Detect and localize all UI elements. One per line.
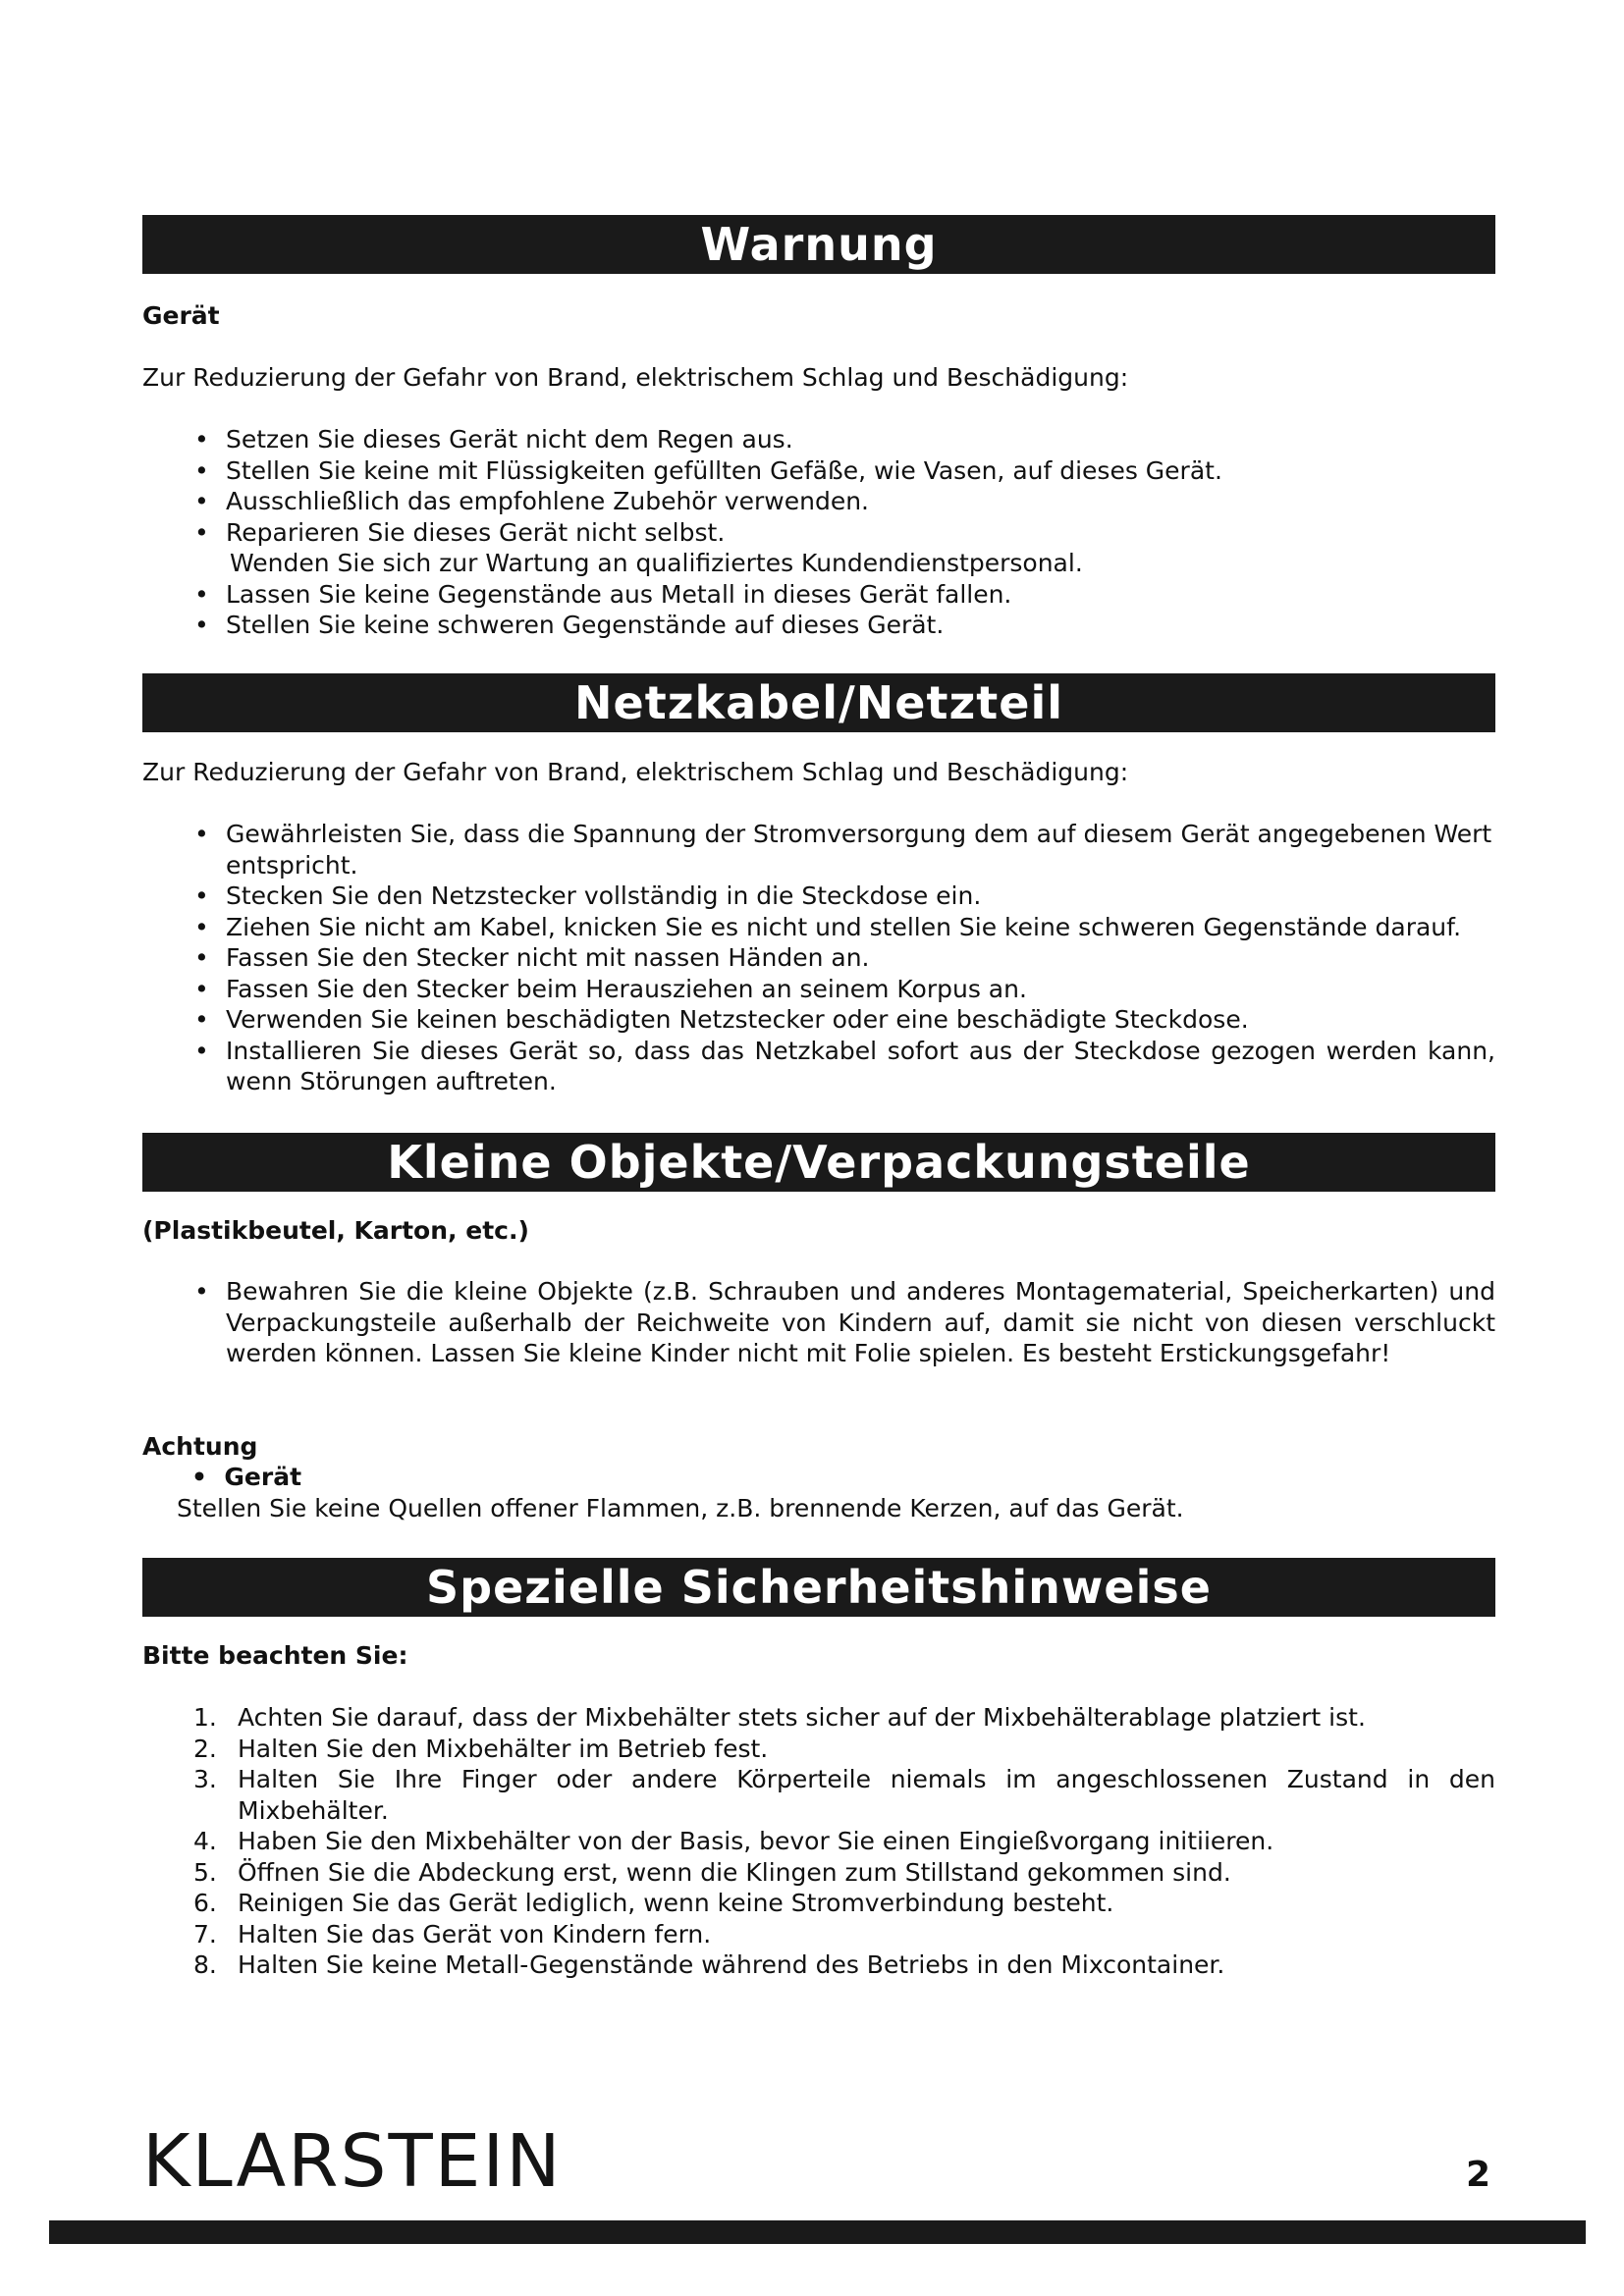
- achtung-bullet-label: Gerät: [224, 1463, 302, 1491]
- kleine-list: [142, 1276, 1495, 1369]
- list-item: • Fassen Sie den Stecker nicht mit nassen Händen an.: [142, 942, 1495, 974]
- numbered-item: [142, 1702, 1495, 1734]
- list-item: • Stecken Sie den Netzstecker vollständig in die Steckdose ein.: [142, 881, 1495, 912]
- numbered-item: [142, 1734, 1495, 1765]
- page-number: 2: [1465, 2155, 1490, 2195]
- netzkabel-intro: Zur Reduzierung der Gefahr von Brand, elektrischem Schlag und Beschädigung:: [142, 758, 1129, 786]
- list-item: • Stellen Sie keine mit Flüssigkeiten gefüllten Gefäße, wie Vasen, auf dieses Gerät.: [142, 455, 1495, 487]
- section-heading-netzkabel: Netzkabel/Netzteil: [142, 673, 1495, 732]
- list-item: • Setzen Sie dieses Gerät nicht dem Regen aus.: [142, 424, 1495, 455]
- warnung-intro: Zur Reduzierung der Gefahr von Brand, elektrischem Schlag und Beschädigung:: [142, 363, 1129, 392]
- achtung-text: Stellen Sie keine Quellen offener Flammen, z.B. brennende Kerzen, auf das Gerät.: [177, 1494, 1184, 1522]
- list-item-note: Wenden Sie sich zur Wartung an qualifiziertes Kundendienstpersonal.: [230, 549, 1083, 577]
- netzkabel-list: [142, 819, 1495, 1097]
- item-number: 4.: [193, 1827, 217, 1855]
- numbered-item: [142, 1949, 1495, 1981]
- section-heading-kleine-objekte: Kleine Objekte/Verpackungsteile: [142, 1133, 1495, 1192]
- list-item: • Lassen Sie keine Gegenstände aus Metall in dieses Gerät fallen.: [142, 579, 1495, 611]
- list-item: [142, 517, 1495, 579]
- numbered-item: [142, 1919, 1495, 1950]
- bullet-icon: •: [191, 1463, 207, 1491]
- list-item: • Ausschließlich das empfohlene Zubehör verwenden.: [142, 486, 1495, 517]
- item-number: 6.: [193, 1889, 217, 1917]
- section-heading-speziell: Spezielle Sicherheitshinweise: [142, 1558, 1495, 1617]
- list-item: • Ziehen Sie nicht am Kabel, knicken Sie es nicht und stellen Sie keine schweren Gegenstände darauf.: [142, 912, 1495, 943]
- item-number: 3.: [193, 1765, 217, 1793]
- item-text: Halten Sie den Mixbehälter im Betrieb fest.: [238, 1734, 769, 1763]
- list-item: • Installieren Sie dieses Gerät so, dass das Netzkabel sofort aus der Steckdose gezogen werden kann, wenn Störungen auftreten.: [142, 1036, 1495, 1097]
- list-item: • Fassen Sie den Stecker beim Herausziehen an seinem Korpus an.: [142, 974, 1495, 1005]
- warnung-list: [142, 424, 1495, 641]
- list-item-text: Reparieren Sie dieses Gerät nicht selbst.: [226, 517, 726, 547]
- list-item: • Gewährleisten Sie, dass die Spannung der Stromversorgung dem auf diesem Gerät angegebenen Wert entspricht.: [142, 819, 1495, 881]
- item-number: 2.: [193, 1734, 217, 1763]
- footer-divider: [49, 2220, 1586, 2244]
- list-item: • Stellen Sie keine schweren Gegenstände auf dieses Gerät.: [142, 610, 1495, 641]
- numbered-item: [142, 1764, 1495, 1826]
- item-text: Halten Sie Ihre Finger oder andere Körperteile niemals im angeschlossenen Zustand in den Mixbehälter.: [238, 1765, 1495, 1825]
- item-text: Halten Sie das Gerät von Kindern fern.: [238, 1919, 712, 1949]
- subheading-geraet: Gerät: [142, 301, 220, 330]
- list-item: • Bewahren Sie die kleine Objekte (z.B. Schrauben und anderes Montagematerial, Speicherkarten) und Verpackungsteile außerhalb der Reichweite von Kindern auf, damit sie nicht von diesen verschluckt werden können. Lassen Sie kleine Kinder nicht mit Folie spielen. Es besteht Erstickungsgefahr!: [142, 1276, 1495, 1369]
- item-text: Öffnen Sie die Abdeckung erst, wenn die Klingen zum Stillstand gekommen sind.: [238, 1857, 1231, 1887]
- item-number: 5.: [193, 1857, 217, 1887]
- item-text: Achten Sie darauf, dass der Mixbehälter stets sicher auf der Mixbehälterablage platziert ist.: [238, 1703, 1366, 1732]
- item-text: Reinigen Sie das Gerät lediglich, wenn keine Stromverbindung besteht.: [238, 1889, 1114, 1917]
- brand-logo: KLARSTEIN: [142, 2119, 563, 2204]
- list-item: • Verwenden Sie keinen beschädigten Netzstecker oder eine beschädigte Steckdose.: [142, 1004, 1495, 1036]
- section-heading-warnung: Warnung: [142, 215, 1495, 274]
- numbered-item: [142, 1857, 1495, 1889]
- achtung-heading: Achtung: [142, 1432, 258, 1461]
- item-text: Halten Sie keine Metall-Gegenstände während des Betriebs in den Mixcontainer.: [238, 1950, 1225, 1979]
- item-text: Haben Sie den Mixbehälter von der Basis, bevor Sie einen Eingießvorgang initiieren.: [238, 1827, 1274, 1855]
- subheading-bitte-beachten: Bitte beachten Sie:: [142, 1641, 408, 1670]
- item-number: 7.: [193, 1919, 217, 1949]
- achtung-bullet: [191, 1462, 1544, 1493]
- speziell-list: [142, 1702, 1495, 1981]
- item-number: 8.: [193, 1950, 217, 1979]
- item-number: 1.: [193, 1703, 217, 1732]
- numbered-item: [142, 1888, 1495, 1919]
- numbered-item: [142, 1826, 1495, 1857]
- subheading-plastikbeutel: (Plastikbeutel, Karton, etc.): [142, 1216, 529, 1245]
